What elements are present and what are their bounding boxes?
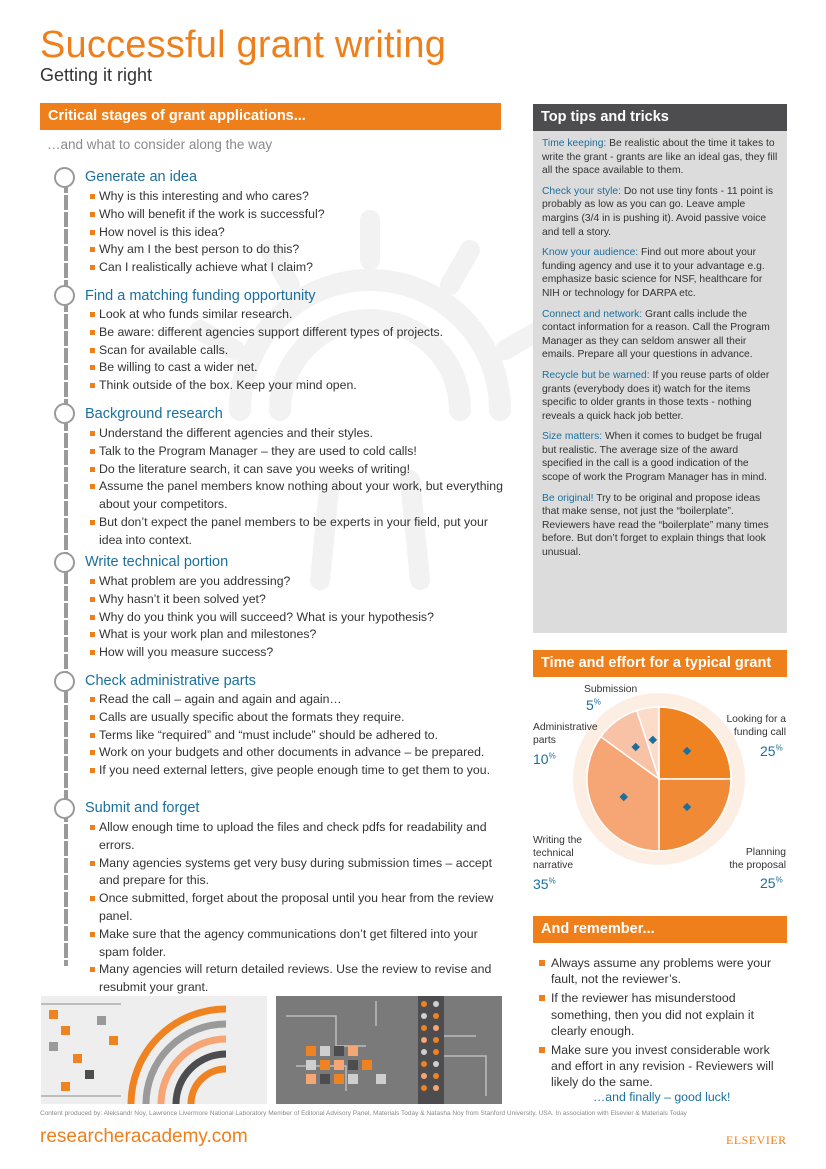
- art-sunburst-svg: [41, 996, 267, 1104]
- tip-know-audience: Know your audience: Find out more about your funding agency and use it to your advantage e.g. emphasize basic science for NSF, healthcare for NIH or technology for DARPA etc.: [542, 247, 765, 299]
- list-item: Do the literature search, it can save you weeks of writing!: [90, 461, 505, 479]
- stage-marker-1: [54, 167, 75, 188]
- list-item: Work on your budgets and other documents in advance – be prepared.: [90, 744, 505, 762]
- pie-label-planning: Planning the proposal: [729, 847, 786, 871]
- section-title-funding: Find a matching funding opportunity: [85, 288, 316, 304]
- section-title-technical-portion: Write technical portion: [85, 554, 229, 570]
- site-link[interactable]: researcheracademy.com: [40, 1126, 248, 1147]
- critical-stages-header: Critical stages of grant applications...: [40, 103, 501, 130]
- stage-marker-6: [54, 798, 75, 819]
- section-title-generate-idea: Generate an idea: [85, 169, 198, 185]
- list-item: Talk to the Program Manager – they are used to cold calls!: [90, 443, 505, 461]
- pie-pct-submission: 5%: [586, 697, 601, 713]
- tip-size-matters: Size matters: When it comes to budget be frugal but realistic. The average size of the award specified in the call is a good indication of the scope of work the Program Manager has in mind.: [542, 431, 767, 484]
- pie-pct-planning: 25%: [760, 875, 783, 891]
- critical-stages-subtitle: …and what to consider along the way: [47, 137, 273, 152]
- decorative-art-sunburst: [41, 996, 267, 1104]
- tip-connect-network: Connect and network: Grant calls include the contact information for a reason. Call the Program Manager as they can seldom answer all their emails. Prepare all your questions in advance.: [542, 308, 770, 361]
- section-list-funding: [90, 306, 505, 395]
- pie-label-administrative: Administrative parts: [533, 722, 598, 746]
- pie-pct-administrative: 10%: [533, 751, 556, 767]
- pie-header: Time and effort for a typical grant: [533, 650, 787, 677]
- list-item: Why is this interesting and who cares?: [90, 188, 505, 206]
- stage-marker-4: [54, 552, 75, 573]
- pie-label-submission: Submission: [584, 684, 638, 695]
- pie-label-technical: Writing the technical narrative: [533, 835, 583, 871]
- list-item: Make sure that the agency communications don’t get filtered into your spam folder.: [90, 926, 505, 962]
- section-title-administrative: Check administrative parts: [85, 673, 256, 689]
- remember-header: And remember...: [533, 916, 787, 943]
- remember-list: [537, 955, 783, 1094]
- list-item: If you need external letters, give people enough time to get them to you.: [90, 762, 505, 780]
- list-item: Calls are usually specific about the formats they require.: [90, 709, 505, 727]
- publisher-logo: ELSEVIER: [726, 1133, 787, 1147]
- list-item: How novel is this idea?: [90, 224, 505, 242]
- tip-be-original: Be original! Try to be original and propose ideas that make sense, not just the “boilerplate”. Reviewers have read the “boilerplate” many times before. But don’t forget to explain things that look unusual.: [542, 492, 769, 559]
- list-item: Can I realistically achieve what I claim?: [90, 259, 505, 277]
- list-item: Once submitted, forget about the proposal until you hear from the review panel.: [90, 890, 505, 926]
- decorative-art-grid: [276, 996, 502, 1104]
- list-item: What problem are you addressing?: [90, 573, 505, 591]
- list-item: What is your work plan and milestones?: [90, 626, 505, 644]
- list-item: Always assume any problems were your fault, not the reviewer’s.: [537, 955, 783, 987]
- list-item: How will you measure success?: [90, 644, 505, 662]
- list-item: Why am I the best person to do this?: [90, 241, 505, 259]
- section-list-administrative: [90, 691, 505, 780]
- list-item: If the reviewer has misunderstood something, then you did not explain it clearly enough.: [537, 990, 783, 1039]
- list-item: Assume the panel members know nothing about your work, but everything about your competitors.: [90, 478, 505, 514]
- section-list-generate-idea: [90, 188, 505, 277]
- list-item: Be willing to cast a wider net.: [90, 359, 505, 377]
- list-item: Understand the different agencies and their styles.: [90, 425, 505, 443]
- section-title-submit: Submit and forget: [85, 800, 200, 816]
- page-subtitle: Getting it right: [40, 65, 153, 85]
- list-item: Many agencies will return detailed reviews. Use the review to revise and resubmit your grant.: [90, 961, 505, 997]
- list-item: Why hasn’t it been solved yet?: [90, 591, 505, 609]
- section-list-submit: [90, 819, 505, 997]
- tip-check-style: Check your style: Do not use tiny fonts - 11 point is probably as low as you can go. Leave ample margins (3/4 in is pushing it). Avoid passive voice and tell a story.: [542, 185, 774, 238]
- tips-header: Top tips and tricks: [533, 104, 787, 131]
- list-item: Who will benefit if the work is successful?: [90, 206, 505, 224]
- list-item: Many agencies systems get very busy during submission times – accept and prepare for this.: [90, 855, 505, 891]
- pie-label-funding-call: Looking for a funding call: [726, 714, 786, 738]
- list-item: Be aware: different agencies support different types of projects.: [90, 324, 505, 342]
- list-item: Terms like “required” and “must include” should be adhered to.: [90, 727, 505, 745]
- pie-pct-technical: 35%: [533, 876, 556, 892]
- list-item: Think outside of the box. Keep your mind open.: [90, 377, 505, 395]
- section-list-technical-portion: [90, 573, 505, 662]
- list-item: Look at who funds similar research.: [90, 306, 505, 324]
- tip-recycle: Recycle but be warned: If you reuse parts of older grants (everybody does it) watch for the items specific to older grants in those texts - nothing reveals a quick hack job better.: [542, 369, 770, 422]
- pie-slice-0: [659, 707, 731, 779]
- list-item: Read the call – again and again and again…: [90, 691, 505, 709]
- stage-marker-2: [54, 285, 75, 306]
- pie-pct-funding-call: 25%: [760, 743, 783, 759]
- good-luck-text: …and finally – good luck!: [593, 1090, 731, 1104]
- list-item: Why do you think you will succeed? What is your hypothesis?: [90, 609, 505, 627]
- stage-marker-3: [54, 403, 75, 424]
- pie-slice-1: [659, 779, 731, 851]
- list-item: Make sure you invest considerable work and effort in any revision - Reviewers will likely do the same.: [537, 1042, 783, 1091]
- art-grid-svg: [276, 996, 502, 1104]
- list-item: Allow enough time to upload the files and check pdfs for readability and errors.: [90, 819, 505, 855]
- footer-credits: Content produced by: Aleksandr Noy, Lawrence Livermore National Laboratory Member of Editorial Advisory Panel, Materials Today & Natasha Noy from Stanford University, USA. In association with Elsevier & Materials Today: [40, 1110, 687, 1117]
- section-list-background-research: [90, 425, 505, 550]
- list-item: But don’t expect the panel members to be experts in your field, put your idea into context.: [90, 514, 505, 550]
- tip-time-keeping: Time keeping: Be realistic about the time it takes to write the grant - grants are like an ideal gas, they fill all the space available to them.: [542, 138, 778, 177]
- stage-marker-5: [54, 671, 75, 692]
- section-title-background-research: Background research: [85, 406, 223, 422]
- pie-chart: [533, 677, 787, 902]
- page-title: Successful grant writing: [40, 24, 447, 66]
- tips-box: [533, 131, 787, 633]
- list-item: Scan for available calls.: [90, 342, 505, 360]
